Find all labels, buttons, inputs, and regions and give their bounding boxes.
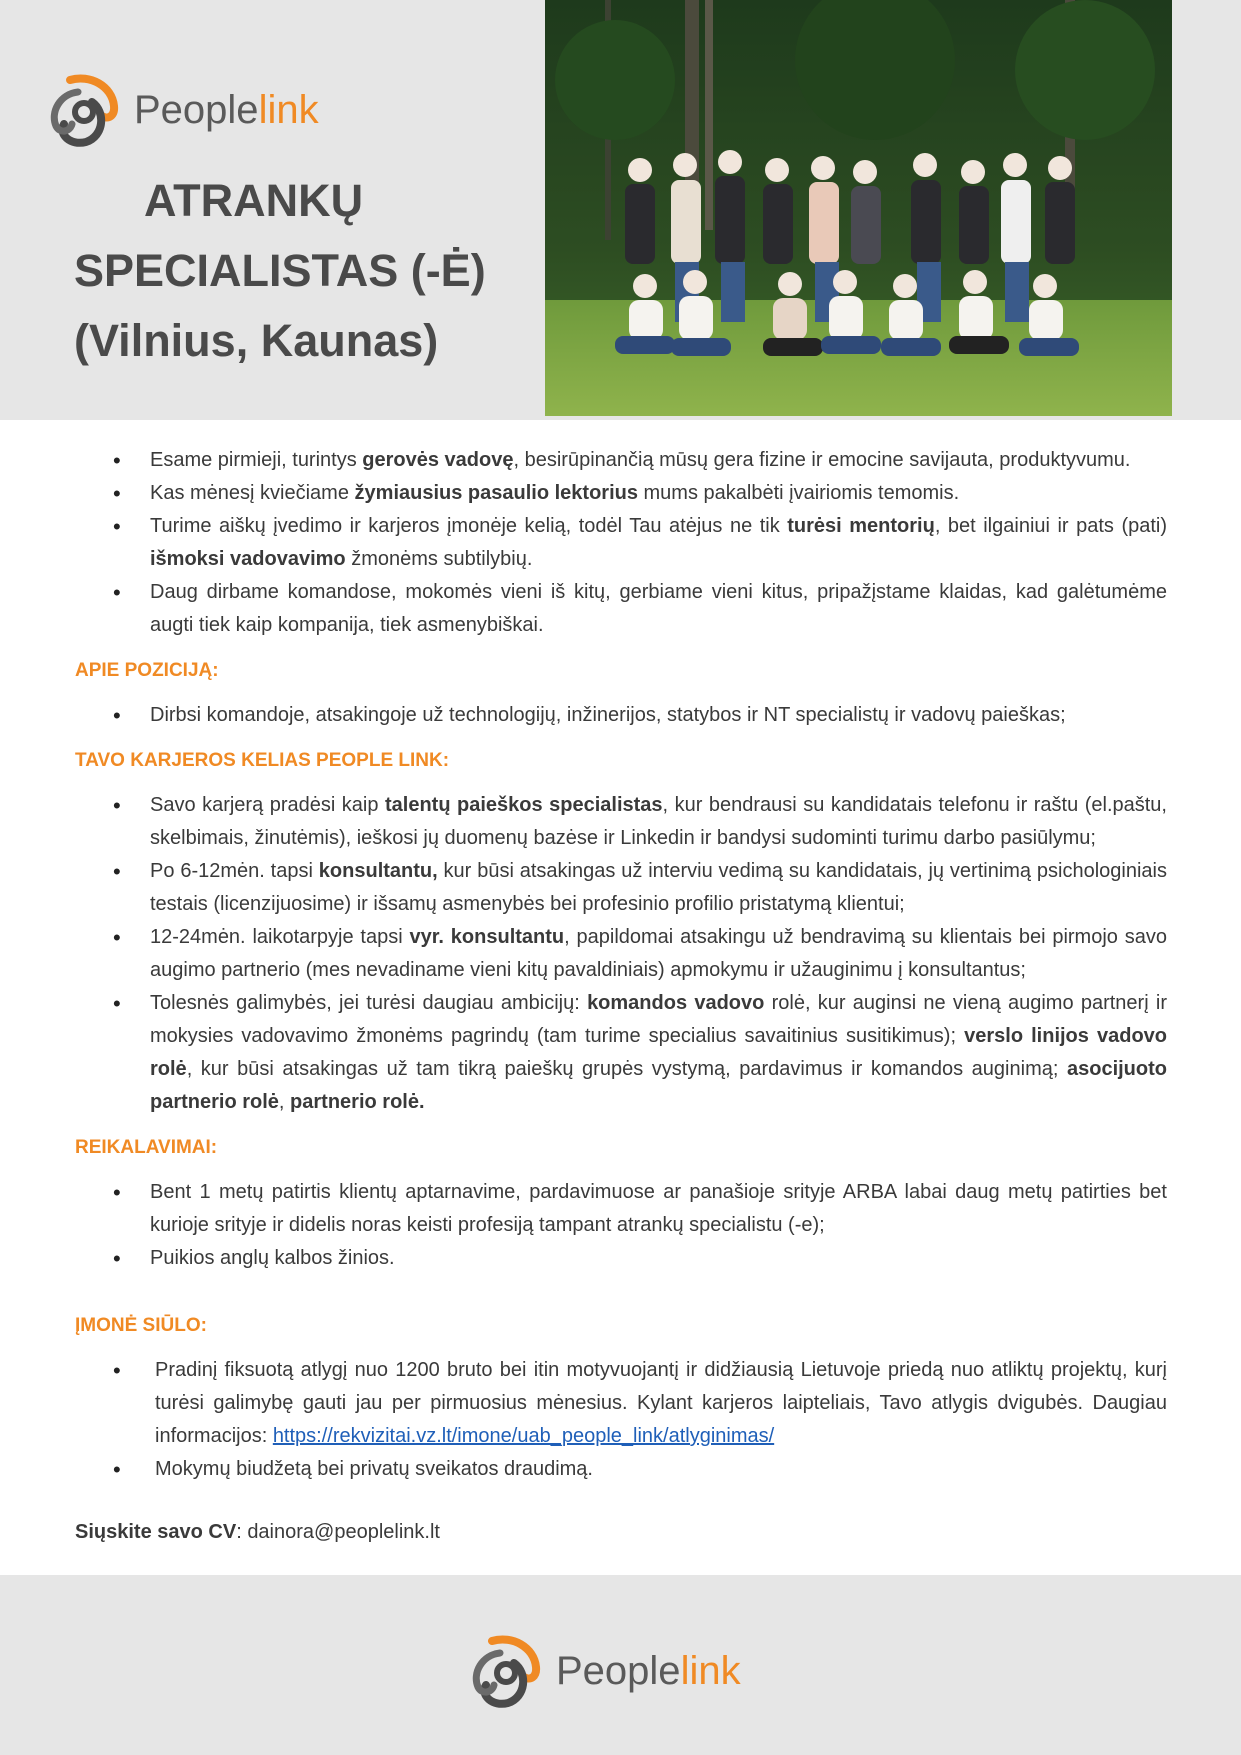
career-list: [75, 789, 1167, 1119]
requirements-list: [75, 1176, 1167, 1275]
list-item: • 12-24mėn. laikotarpyje tapsi vyr. konsultantu, papildomai atsakingu už bendravimą su klientais bei pirmojo savo augimo partnerio (mes nevadiname vieni kitų pavaldiniais) apmokymu ir užauginimu į konsultantus;: [75, 921, 1167, 987]
list-item: • Pradinį fiksuotą atlygį nuo 1200 bruto bei itin motyvuojantį ir didžiausią Lietuvoje priedą nuo atliktų projektų, kurį turėsi galimybę gauti jau per pirmuosius mėnesius. Kylant karjeros laipteliais, Tavo atlygis dvigubės. Daugiau informacijos: https://rekvizitai.vz.lt/imone/uab_people_link/atlyginimas/: [75, 1354, 1167, 1453]
peoplelink-logo-icon: [48, 72, 120, 148]
list-item: • Kas mėnesį kviečiame žymiausius pasaulio lektorius mums pakalbėti įvairiomis temomis.: [75, 477, 1167, 510]
job-title-line-3: (Vilnius, Kaunas): [74, 315, 439, 366]
peoplelink-logo: [48, 72, 319, 148]
list-item: • Dirbsi komandoje, atsakingoje už technologijų, inžinerijos, statybos ir NT specialistų ir vadovų paieškas;: [75, 699, 1167, 732]
list-item: • Savo karjerą pradėsi kaip talentų paieškos specialistas, kur bendrausi su kandidatais telefonu ir raštu (el.paštu, skelbimais, žinutėmis), ieškosi jų duomenų bazėse ir Linkedin ir bandysi sudominti turimu darbo pasiūlymu;: [75, 789, 1167, 855]
job-title-line-1: ATRANKŲ: [144, 175, 364, 226]
list-item: • Turime aiškų įvedimo ir karjeros įmonėje kelią, todėl Tau atėjus ne tik turėsi mentorių, bet ilgainiui ir pats (pati) išmoksi vadovavimo žmonėms subtilybių.: [75, 510, 1167, 576]
section-heading-offer: ĮMONĖ SIŪLO:: [75, 1315, 207, 1336]
list-item: • Mokymų biudžetą bei privatų sveikatos draudimą.: [75, 1453, 1167, 1486]
cv-contact: Siųskite savo CV: dainora@peoplelink.lt: [75, 1521, 440, 1543]
team-photo: [545, 0, 1172, 416]
offer-list: [75, 1354, 1167, 1486]
salary-info-link[interactable]: https://rekvizitai.vz.lt/imone/uab_people_link/atlyginimas/: [272, 1425, 775, 1447]
list-item: • Bent 1 metų patirtis klientų aptarnavime, pardavimuose ar panašioje srityje ARBA labai daug metų patirties bet kurioje srityje ir didelis noras keisti profesiją tampant atrankų specialistu (-e);: [75, 1176, 1167, 1242]
team-photo-illustration: [545, 0, 1172, 416]
job-title-line-2: SPECIALISTAS (-Ė): [74, 245, 486, 296]
cv-label: Siųskite savo CV: [75, 1521, 237, 1543]
cv-email[interactable]: dainora@peoplelink.lt: [247, 1521, 440, 1543]
list-item: • Puikios anglų kalbos žinios.: [75, 1242, 1167, 1275]
peoplelink-wordmark: Peoplelink: [134, 87, 319, 132]
position-list: [75, 699, 1167, 732]
footer-band: [0, 1575, 1241, 1755]
peoplelink-wordmark: Peoplelink: [556, 1648, 741, 1693]
list-item: • Tolesnės galimybės, jei turėsi daugiau ambicijų: komandos vadovo rolė, kur auginsi ne vieną augimo partnerį ir mokysies vadovavimo žmonėms pagrindų (tam turime specialius savaitinius susitikimus); verslo linijos vadovo rolė, kur būsi atsakingas už tam tikrą paieškų grupės vystymą, pardavimus ir komandos auginimą; asocijuoto partnerio rolė, partnerio rolė.: [75, 987, 1167, 1119]
peoplelink-logo-icon: [470, 1633, 542, 1709]
section-heading-requirements: REIKALAVIMAI:: [75, 1137, 218, 1158]
header-band: [0, 0, 1241, 420]
section-heading-career: TAVO KARJEROS KELIAS PEOPLE LINK:: [75, 750, 450, 771]
list-item: • Daug dirbame komandose, mokomės vieni iš kitų, gerbiame vieni kitus, pripažįstame klaidas, kad galėtumėme augti tiek kaip kompanija, tiek asmenybiškai.: [75, 576, 1167, 642]
intro-list: [75, 444, 1167, 642]
list-item: • Esame pirmieji, turintys gerovės vadovę, besirūpinančią mūsų gera fizine ir emocine savijauta, produktyvumu.: [75, 444, 1167, 477]
peoplelink-logo-footer: [470, 1633, 741, 1709]
section-heading-position: APIE POZICIJĄ:: [75, 660, 219, 681]
list-item: • Po 6-12mėn. tapsi konsultantu, kur būsi atsakingas už interviu vedimą su kandidatais, jų vertinimą psichologiniais testais (licenzijuosime) ir išsamų asmenybės bei profesinio profilio pristatymą klientui;: [75, 855, 1167, 921]
job-description: [75, 444, 1167, 1549]
job-title: [74, 166, 514, 376]
